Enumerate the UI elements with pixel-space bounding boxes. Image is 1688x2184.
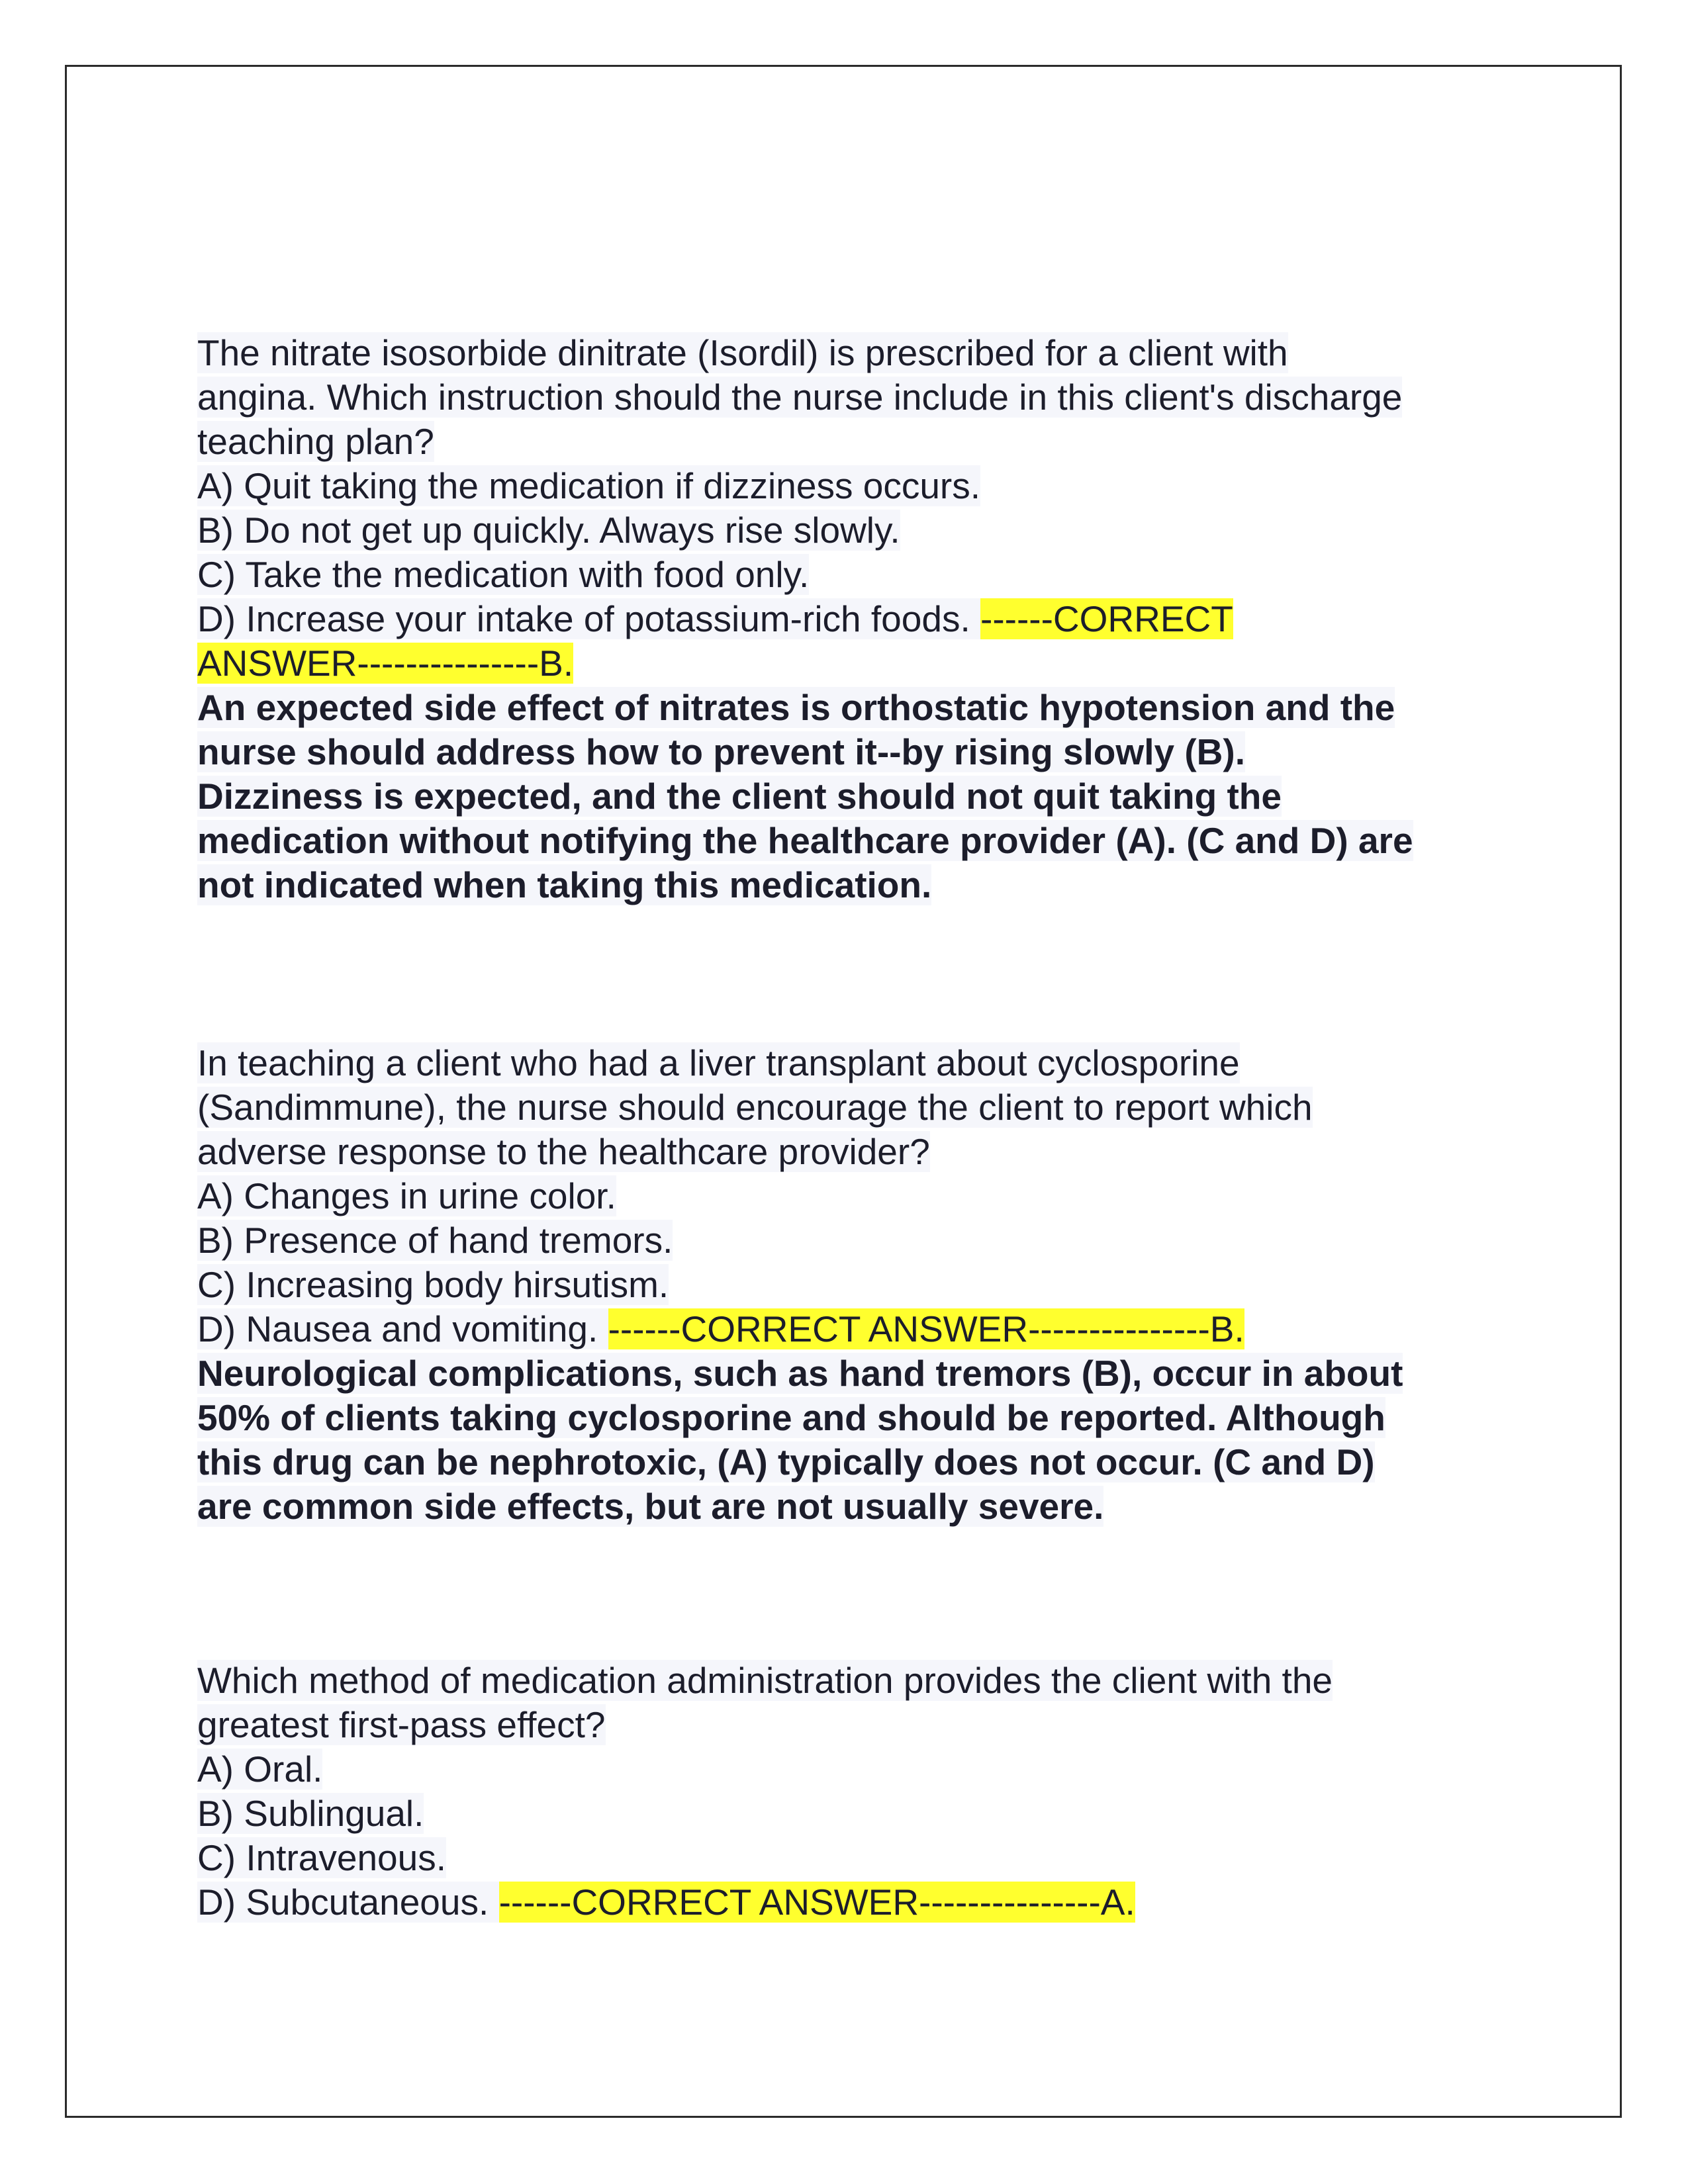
correct-answer-line [197,641,1495,686]
question-stem-line: In teaching a client who had a liver transplant about cyclosporine [197,1042,1240,1083]
answer-option-c: C) Intravenous. [197,1837,447,1878]
rationale-line: 50% of clients taking cyclosporine and should be reported. Although [197,1397,1385,1438]
question-stem-line: Which method of medication administration provides the client with the [197,1660,1333,1701]
correct-answer-highlight: ------CORRECT [980,598,1233,639]
question-3 [197,1659,1495,1925]
answer-option-a: A) Changes in urine color. [197,1175,616,1216]
answer-option-d: D) Nausea and vomiting. ------CORRECT ANSWER---------------B. [197,1308,1244,1349]
question-2 [197,1041,1495,1529]
answer-option-b: B) Do not get up quickly. Always rise slowly. [197,510,900,551]
correct-answer-highlight: ------CORRECT ANSWER---------------B. [608,1308,1244,1349]
answer-option-d: D) Subcutaneous. ------CORRECT ANSWER---------------A. [197,1882,1135,1923]
question-stem-line: The nitrate isosorbide dinitrate (Isordil) is prescribed for a client with [197,332,1288,373]
correct-answer-highlight: ------CORRECT ANSWER---------------A. [498,1882,1135,1923]
answer-option-b: B) Presence of hand tremors. [197,1220,673,1261]
answer-option-c: C) Take the medication with food only. [197,554,810,595]
rationale-line: Neurological complications, such as hand tremors (B), occur in about [197,1353,1403,1394]
rationale-line: medication without notifying the healthcare provider (A). (C and D) are [197,820,1413,861]
answer-option-a: A) Oral. [197,1749,323,1790]
question-stem-line: angina. Which instruction should the nurse include in this client's discharge [197,377,1403,418]
question-1 [197,331,1495,907]
answer-option-d: D) Increase your intake of potassium-rich foods. ------CORRECT [197,598,1233,639]
answer-option-b: B) Sublingual. [197,1793,424,1834]
answer-option-a: A) Quit taking the medication if dizziness occurs. [197,465,981,506]
rationale-line: nurse should address how to prevent it--by rising slowly (B). [197,731,1245,772]
rationale-line: not indicated when taking this medication. [197,864,932,905]
question-stem-line: adverse response to the healthcare provider? [197,1131,930,1172]
question-stem-line: greatest first-pass effect? [197,1704,606,1745]
question-stem-line: teaching plan? [197,421,434,462]
rationale-line: this drug can be nephrotoxic, (A) typically does not occur. (C and D) [197,1441,1375,1482]
rationale-line: are common side effects, but are not usually severe. [197,1486,1104,1527]
correct-answer-highlight: ANSWER---------------B. [197,643,574,684]
answer-option-c: C) Increasing body hirsutism. [197,1264,669,1305]
question-stem-line: (Sandimmune), the nurse should encourage the client to report which [197,1087,1313,1128]
rationale-line: An expected side effect of nitrates is orthostatic hypotension and the [197,687,1395,728]
rationale-line: Dizziness is expected, and the client should not quit taking the [197,776,1282,817]
